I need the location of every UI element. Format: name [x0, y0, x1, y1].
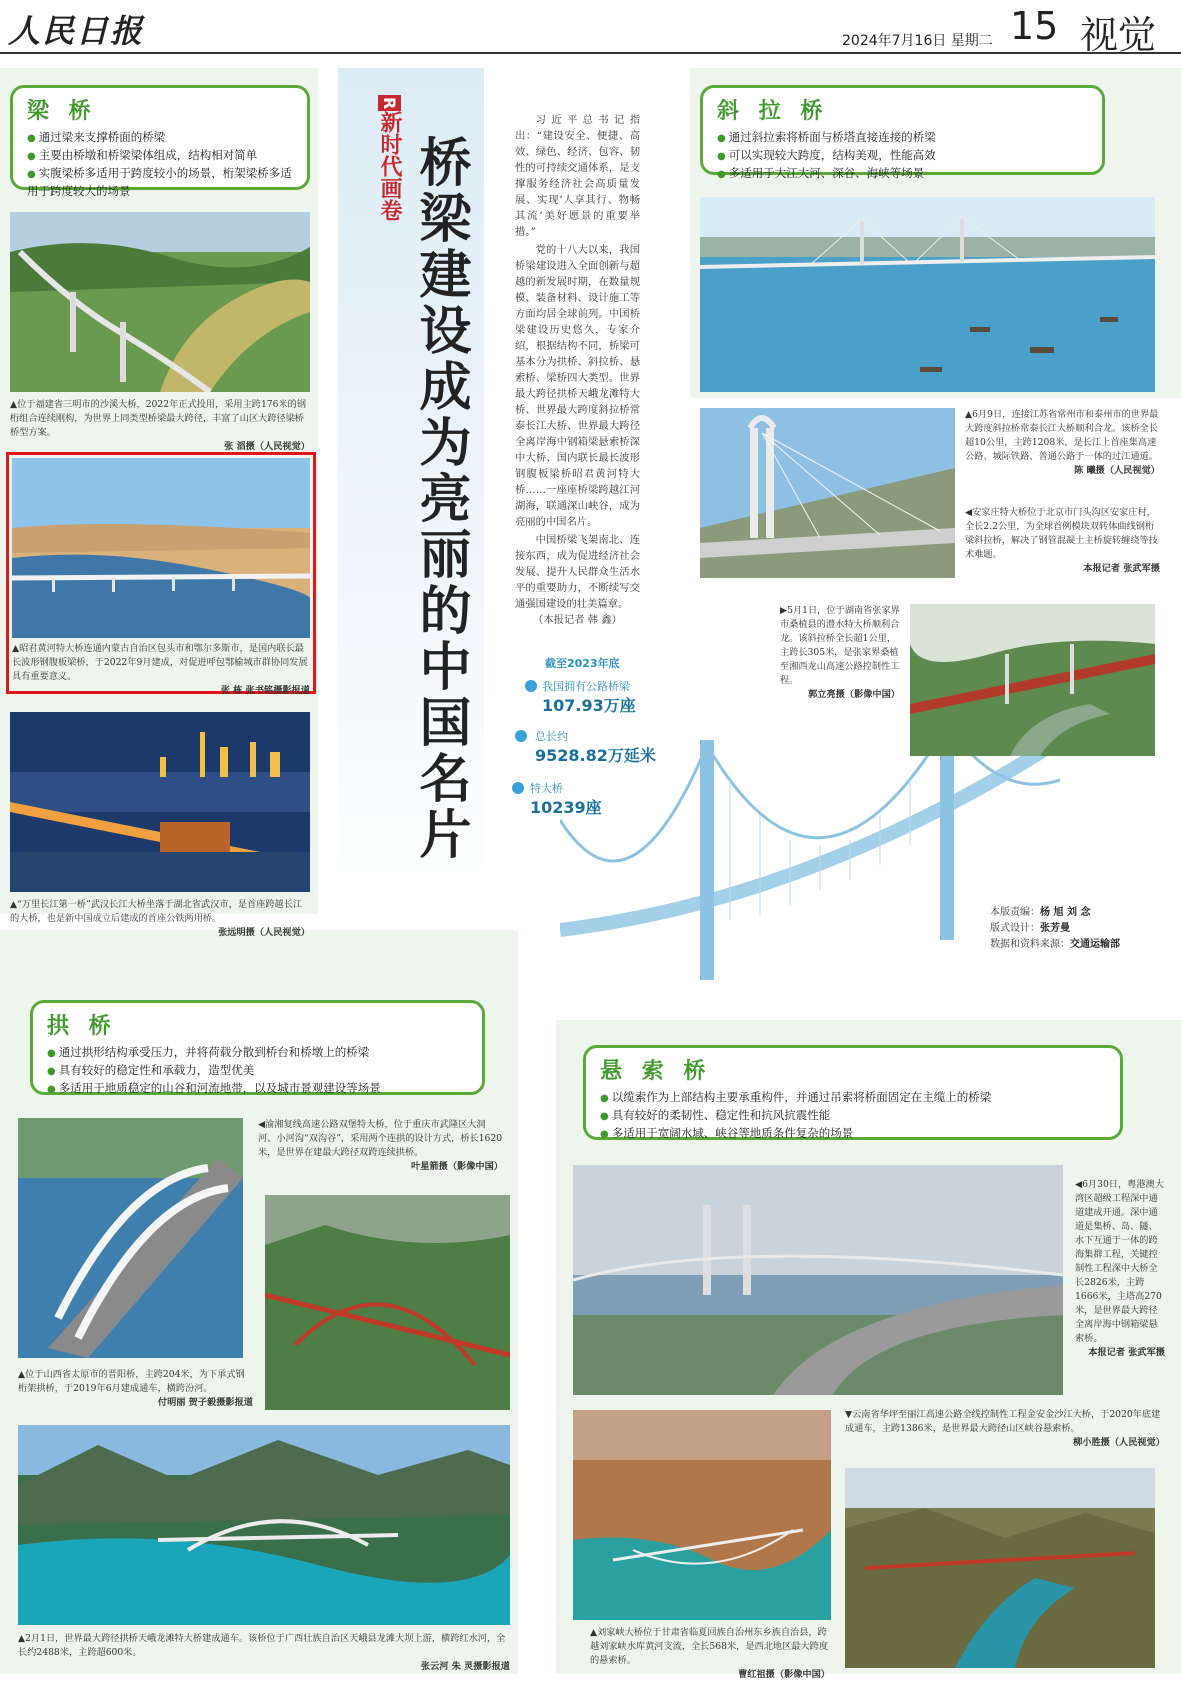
credit-value: 交通运输部: [1070, 939, 1120, 950]
suspension-point: ● 多适用于宽阔水域、峡谷等地质条件复杂的场景: [600, 1125, 1106, 1143]
caption-text: ▲刘家峡大桥位于甘肃省临夏回族自治州东乡族自治县，跨越刘家峡水库黄河支流，全长568米，是西北地区最大跨度的悬索桥。: [590, 1627, 829, 1666]
caption-text: ▲6月9日，连接江苏省常州市和泰州市的世界最大跨度斜拉桥常泰长江大桥顺利合龙。该桥全长超10公里，主跨1208米，是长江上首座集高速公路、城际铁路、普通公路于一体的过江通道。: [965, 409, 1159, 462]
suspension-points: [600, 1089, 1106, 1143]
suspension-info-box: [583, 1045, 1123, 1140]
cable-stayed-point: ● 多适用于大江大河、深谷、海峡等场景: [717, 165, 1088, 183]
caption-text: ▲昭君黄河特大桥连通内蒙古自治区包头市和鄂尔多斯市，是国内联长最长波形钢腹板梁桥，于2022年9月建成，对促进呼包鄂榆城市群协同发展具有重要意义。: [12, 643, 308, 682]
suspension-point: ● 以缆索作为上部结构主要承重构件，并通过吊索将桥面固定在主缆上的桥梁: [600, 1089, 1106, 1107]
page-number: 15: [1010, 4, 1059, 48]
page-headline: 桥梁建设成为亮丽的中国名片: [410, 135, 471, 863]
caption-text: ▼云南省华坪至丽江高速公路全线控制性工程金安金沙江大桥，于2020年底建成通车，主跨1386米，是世界最大跨径山区峡谷悬索桥。: [845, 1409, 1161, 1434]
arch-caption-3: [18, 1632, 510, 1674]
caption-text: ▲“万里长江第一桥”武汉长江大桥坐落于湖北省武汉市，是首座跨越长江的大桥，也是新中国成立后建成的首座公铁两用桥。: [10, 899, 303, 924]
arch-point: ● 具有较好的稳定性和承载力，造型优美: [47, 1062, 468, 1080]
caption-text: ▲位于福建省三明市的沙溪大桥，2022年正式投用，采用主跨176米的钢桁组合连续刚构，为世界上同类型桥梁最大跨径，丰富了山区大跨径梁桥桥型方案。: [10, 399, 307, 438]
photo-credit: 张远明摄（人民视觉）: [218, 927, 310, 938]
photo-credit: 本报记者 张武军摄: [1083, 563, 1160, 574]
beam-photo-1: [10, 212, 310, 392]
stat-value: 9528.82万延米: [535, 746, 656, 765]
stat-label: 总长约: [535, 730, 568, 743]
arch-point: ● 多适用于地质稳定的山谷和河流地带，以及城市景观建设等场景: [47, 1080, 468, 1098]
cable-stayed-caption-2: [965, 506, 1160, 576]
beam-photo-3: [10, 712, 310, 892]
suspension-point: ● 具有较好的柔韧性、稳定性和抗风抗震性能: [600, 1107, 1106, 1125]
cable-stayed-info-box: [700, 85, 1105, 180]
cable-stayed-photo-2: [700, 408, 955, 578]
caption-text: ▶5月1日，位于湖南省张家界市桑植县的澧水特大桥顺利合龙。该斜拉桥全长超1公里，主跨长305米，是张家界桑植至湘西龙山高速公路控制性工程。: [780, 605, 900, 686]
caption-text: ◀6月30日，粤港澳大湾区超级工程深中通道建成开通。深中通道是集桥、岛、隧、水下互通于一体的跨海集群工程，关键控制性工程深中大桥全长2826米，主跨1666米，主塔高270米，是世界最大跨径全离岸海中钢箱梁悬索桥。: [1075, 1179, 1164, 1344]
beam-point: ● 主要由桥墩和桥梁梁体组成，结构相对简单: [27, 147, 293, 165]
article-byline: （本报记者 韩 鑫）: [533, 614, 622, 626]
series-label: [375, 95, 405, 221]
stat-label: 我国拥有公路桥梁: [542, 680, 630, 693]
beam-photo-2: [12, 458, 310, 638]
photo-credit: 柳小胜摄（人民视觉）: [1073, 1437, 1165, 1448]
photo-credit: 张 滔摄（人民视觉）: [224, 441, 310, 452]
beam-caption-2: [12, 642, 310, 698]
arch-photo-3: [18, 1425, 510, 1625]
arch-point: ● 通过拱形结构承受压力，并将荷载分散到桥台和桥墩上的桥梁: [47, 1044, 468, 1062]
credit-label: 本版责编：: [990, 907, 1040, 918]
suspension-caption-1: [1075, 1178, 1165, 1360]
credit-label: 数据和资料来源：: [990, 939, 1070, 950]
arch-info-box: [30, 1000, 485, 1095]
arch-caption-2: [18, 1368, 253, 1410]
cable-stayed-photo-3: [910, 604, 1155, 756]
caption-text: ◀渝湘复线高速公路双堡特大桥，位于重庆市武隆区大洞河、小河沟“双沟谷”，采用两个连拱的设计方式，桥长1620米，是世界在建最大跨径双跨连续拱桥。: [258, 1119, 503, 1158]
cable-stayed-caption-3: [780, 604, 900, 702]
beam-point: ● 实腹梁桥多适用于跨度较小的场景，桁架梁桥多适用于跨度较大的场景: [27, 165, 293, 200]
beam-info-box: [10, 85, 310, 198]
stat-dot: [525, 680, 537, 692]
photo-credit: 本报记者 张武军摄: [1088, 1347, 1165, 1358]
series-mark: R: [380, 97, 399, 110]
article-paragraph: 习近平总书记指出：“建设安全、便捷、高效、绿色、经济、包容、韧性的可持续交通体系，是支撑服务经济社会高质量发展、实现‘人享其行、物畅其流’美好愿景的重要举措。”: [515, 114, 640, 238]
cable-stayed-points: [717, 129, 1088, 183]
article-paragraph: 中国桥梁飞架南北、连接东西，成为促进经济社会发展、提升人民群众生活水平的重要助力，不断续写交通强国建设的壮美篇章。: [515, 534, 640, 610]
cable-stayed-point: ● 通过斜拉索将桥面与桥塔直接连接的桥梁: [717, 129, 1088, 147]
photo-credit: 叶星箭摄（影像中国）: [411, 1161, 503, 1172]
masthead: [0, 0, 1181, 57]
lead-article: [515, 112, 640, 628]
photo-credit: 陈 曦摄（人民视觉）: [1074, 465, 1160, 476]
photo-credit: 曹红祖摄（影像中国）: [738, 1669, 830, 1680]
stat-dot: [515, 730, 527, 742]
credit-value: 杨 旭 刘 念: [1040, 907, 1091, 918]
arch-photo-1: [18, 1118, 243, 1358]
stat-value: 107.93万座: [542, 696, 636, 715]
beam-point: ● 通过梁来支撑桥面的桥梁: [27, 129, 293, 147]
stat-value: 10239座: [530, 798, 602, 817]
caption-text: ◀安家庄特大桥位于北京市门头沟区安家庄村，全长2.2公里，为全球首例模块双转体曲线钢桁梁斜拉桥，解决了钢管混凝土主桥旋转缠绕等技术难题。: [965, 507, 1158, 560]
stat-label: 特大桥: [530, 782, 563, 795]
issue-date: 2024年7月16日 星期二: [842, 33, 993, 49]
suspension-photo-2: [573, 1410, 831, 1620]
series-title: 新时代画卷: [377, 111, 402, 222]
cable-stayed-point: ● 可以实现较大跨度，结构美观，性能高效: [717, 147, 1088, 165]
caption-text: ▲2月1日，世界最大跨径拱桥天峨龙滩特大桥建成通车。该桥位于广西壮族自治区天峨县龙滩大坝上游，横跨红水河，全长约2488米，主跨超600米。: [18, 1633, 506, 1658]
stat-dot: [512, 782, 524, 794]
arch-title: 拱 桥: [47, 1014, 117, 1039]
cable-stayed-caption-1: [965, 408, 1160, 478]
beam-caption-1: [10, 398, 310, 454]
cable-stayed-title: 斜 拉 桥: [717, 99, 829, 124]
beam-points: [27, 129, 293, 200]
arch-photo-2: [265, 1195, 510, 1410]
stats-header: 截至2023年底: [545, 657, 620, 670]
suspension-caption-2: [845, 1408, 1165, 1450]
photo-credit: 张云河 朱 灵摄影报道: [420, 1661, 510, 1672]
photo-credit: 张 栋 张书铭摄影报道: [220, 685, 310, 696]
suspension-photo-1: [573, 1165, 1063, 1395]
caption-text: ▲位于山西省太原市的晋阳桥，主跨204米，为下承式钢桁架拱桥，于2019年6月建成通车，横跨汾河。: [18, 1369, 245, 1394]
newspaper-logo: 人民日报: [8, 12, 145, 50]
photo-credit: 郭立亮摄（影像中国）: [808, 689, 900, 700]
beam-title: 梁 桥: [27, 99, 97, 124]
credit-label: 版式设计：: [990, 923, 1040, 934]
cable-stayed-photo-1: [700, 197, 1155, 392]
arch-points: [47, 1044, 468, 1098]
article-paragraph: 党的十八大以来，我国桥梁建设进入全面创新与超越的新发展时期，在数量规模、装备材料、设计施工等方面均居全球前列。中国桥梁建设历史悠久，专家介绍，根据结构不同，桥梁可基本分为拱桥、斜拉桥、悬索桥、梁桥四大类型。世界最大跨径拱桥天峨龙滩特大桥、世界最大跨度斜拉桥常泰长江大桥、世界最大跨径全离岸海中钢箱梁悬索桥深中大桥、国内联长最长波形钢腹板梁桥昭君黄河特大桥……一座座桥梁跨越江河湖海，联通深山峡谷，成为亮丽的中国名片。: [515, 244, 640, 528]
section-name: 视觉: [1080, 13, 1157, 57]
arch-caption-1: [258, 1118, 503, 1174]
suspension-photo-3: [845, 1468, 1155, 1668]
page-credits: [990, 905, 1170, 953]
photo-credit: 付明丽 贺子毅摄影报道: [157, 1397, 253, 1408]
credit-value: 张芳曼: [1040, 923, 1070, 934]
suspension-title: 悬 索 桥: [600, 1059, 712, 1084]
beam-caption-3: [10, 898, 310, 940]
